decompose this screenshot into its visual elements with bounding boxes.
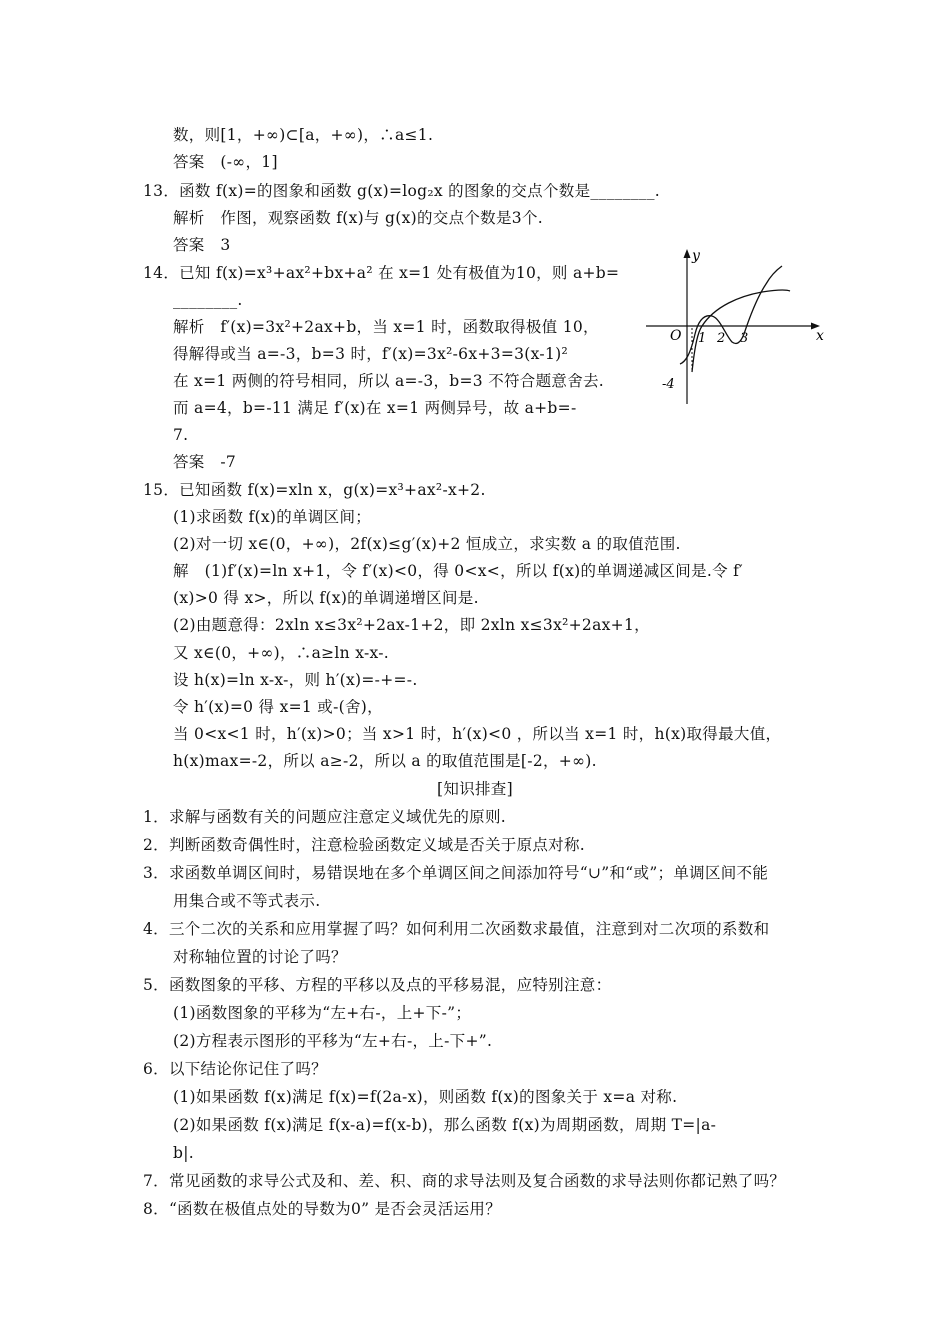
text-line: 在 x=1 两侧的符号相同，所以 a=-3，b=3 不符合题意舍去. (173, 372, 605, 390)
text-line: h(x)max=-2，所以 a≥-2，所以 a 的取值范围是[-2，+∞). (173, 752, 597, 770)
text-line: 答案 -7 (173, 453, 237, 471)
text-line: (2)对一切 x∈(0，+∞)，2f(x)≤g′(x)+2 恒成立，求实数 a 的取值范围. (173, 535, 681, 553)
y-axis-arrow (684, 249, 691, 258)
text-line: 而 a=4，b=-11 满足 f′(x)在 x=1 两侧异号，故 a+b=- (173, 399, 577, 417)
text-line: 6．以下结论你记住了吗？ (143, 1060, 327, 1078)
text-line: 数，则[1，+∞)⊂[a，+∞)，∴a≤1. (173, 126, 434, 144)
origin-label: O (670, 328, 682, 344)
text-line: 对称轴位置的讨论了吗？ (173, 948, 347, 966)
text-line: (2)由题意得：2xln x≤3x²+2ax-1+2，即 2xln x≤3x²+2ax+1， (173, 616, 650, 634)
text-line: 1．求解与函数有关的问题应注意定义域优先的原则. (143, 808, 506, 826)
text-line: 3．求函数单调区间时，易错误地在多个单调区间之间添加符号“∪”和“或”；单调区间不能 (143, 864, 769, 882)
text-line: 5．函数图象的平移、方程的平移以及点的平移易混，应特别注意： (143, 976, 612, 994)
text-line: 14．已知 f(x)=x³+ax²+bx+a² 在 x=1 处有极值为10，则 a+b= (143, 264, 620, 282)
text-line: 13．函数 f(x)=的图象和函数 g(x)=log₂x 的图象的交点个数是________. (143, 182, 661, 200)
text-line: 7. (173, 426, 189, 444)
text-line: 答案 (-∞，1] (173, 153, 278, 171)
text-line: (2)方程表示图形的平移为“左+右-，上-下+”. (173, 1032, 493, 1050)
text-line: 设 h(x)=ln x-x-，则 h′(x)=-+=-. (173, 671, 418, 689)
text-line: 8．“函数在极值点处的导数为0” 是否会灵活运用？ (143, 1200, 501, 1218)
text-line: (1)求函数 f(x)的单调区间； (173, 508, 372, 526)
tick-label-2: 2 (717, 331, 726, 346)
text-line: 当 0<x<1 时，h′(x)>0；当 x>1 时，h′(x)<0 ，所以当 x=1 时，h(x)取得最大值， (173, 725, 782, 743)
tick-label-3: 3 (740, 331, 749, 346)
text-line: 答案 3 (173, 236, 231, 254)
text-line: b|. (173, 1144, 194, 1162)
text-line: 2．判断函数奇偶性时，注意检验函数定义域是否关于原点对称. (143, 836, 585, 854)
text-line: ________. (173, 291, 243, 309)
text-line: 4．三个二次的关系和应用掌握了吗？如何利用二次函数求最值，注意到对二次项的系数和 (143, 920, 770, 938)
x-axis-label: x (816, 328, 824, 344)
text-line: [知识排查] (437, 780, 513, 798)
text-line: 解析 f′(x)=3x²+2ax+b，当 x=1 时，函数取得极值 10， (173, 318, 599, 336)
text-line: 解析 作图，观察函数 f(x)与 g(x)的交点个数是3个. (173, 209, 543, 227)
text-line: (1)函数图象的平移为“左+右-，上+下-”； (173, 1004, 472, 1022)
text-line: 15．已知函数 f(x)=xln x，g(x)=x³+ax²-x+2. (143, 481, 486, 499)
text-line: 得解得或当 a=-3，b=3 时，f′(x)=3x²-6x+3=3(x-1)² (173, 345, 568, 363)
text-line: 解 (1)f′(x)=ln x+1，令 f′(x)<0，得 0<x<，所以 f(x)的单调递减区间是.令 f′ (173, 562, 743, 580)
text-line: 又 x∈(0，+∞)，∴a≥ln x-x-. (173, 644, 390, 662)
tick-label-neg4: -4 (662, 377, 675, 392)
text-line: 7．常见函数的求导公式及和、差、积、商的求导法则及复合函数的求导法则你都记熟了吗？ (143, 1172, 786, 1190)
text-line: 令 h′(x)=0 得 x=1 或-(舍)， (173, 698, 383, 716)
text-line: 用集合或不等式表示. (173, 892, 321, 910)
function-graph-figure (640, 244, 830, 414)
text-line: (x)>0 得 x>，所以 f(x)的单调递增区间是. (173, 589, 479, 607)
y-axis-label: y (692, 248, 700, 264)
text-line: (2)如果函数 f(x)满足 f(x-a)=f(x-b)，那么函数 f(x)为周期函数，周期 T=|a- (173, 1116, 717, 1134)
text-line: (1)如果函数 f(x)满足 f(x)=f(2a-x)，则函数 f(x)的图象关于 x=a 对称. (173, 1088, 678, 1106)
tick-label-1: 1 (698, 331, 707, 346)
